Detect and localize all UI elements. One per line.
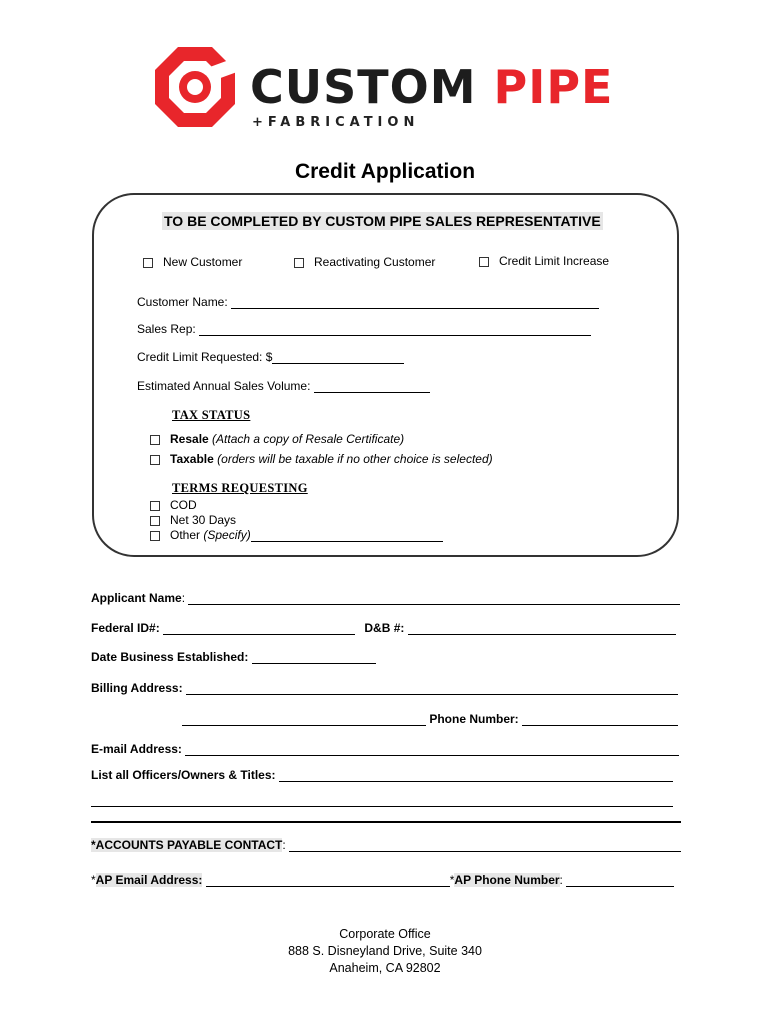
checkbox-icon[interactable]	[150, 501, 160, 511]
checkbox-icon[interactable]	[143, 258, 153, 268]
dnb-field[interactable]	[408, 623, 676, 635]
logo-subtitle: +FABRICATION	[252, 115, 420, 130]
checkbox-taxable[interactable]	[150, 452, 493, 466]
federal-id-label: Federal ID#:	[91, 621, 160, 635]
checkbox-icon[interactable]	[150, 435, 160, 445]
cod-label: COD	[170, 498, 197, 512]
other-specify-field[interactable]	[251, 530, 443, 542]
email-label: E-mail Address:	[91, 742, 182, 756]
sales-rep-heading: TO BE COMPLETED BY CUSTOM PIPE SALES REPRESENTATIVE	[164, 213, 601, 229]
checkbox-icon[interactable]	[150, 531, 160, 541]
phone-number-field[interactable]	[522, 714, 678, 726]
ap-email-label: AP Email Address:	[95, 873, 203, 887]
checkbox-icon[interactable]	[479, 257, 489, 267]
logo-text-pipe: PIPE	[493, 60, 614, 114]
billing-address-line2-field[interactable]	[182, 714, 426, 726]
officers-field-line2[interactable]	[91, 795, 673, 807]
footer-street: 888 S. Disneyland Drive, Suite 340	[288, 944, 482, 958]
terms-heading: TERMS REQUESTING	[172, 481, 308, 495]
phone-number-label: Phone Number:	[429, 712, 519, 726]
footer-city: Anaheim, CA 92802	[329, 961, 441, 975]
tax-status-heading: TAX STATUS	[172, 408, 251, 422]
checkbox-cod[interactable]	[150, 498, 197, 512]
taxable-label: Taxable	[170, 452, 214, 466]
footer-address	[0, 926, 770, 977]
ap-email-field[interactable]	[206, 875, 450, 887]
ap-email-asterisk: *	[91, 873, 96, 887]
date-established-label: Date Business Established:	[91, 650, 249, 664]
new-customer-label: New Customer	[163, 255, 243, 269]
logo-text-custom: CUSTOM	[250, 60, 477, 114]
section-divider	[91, 821, 681, 823]
credit-limit-field[interactable]	[272, 352, 404, 364]
other-label: Other	[170, 528, 201, 542]
applicant-name-label: Applicant Name	[91, 591, 182, 605]
page-title: Credit Application	[294, 160, 476, 183]
ap-phone-asterisk: *	[449, 873, 455, 887]
checkbox-reactivating-customer[interactable]	[294, 255, 435, 269]
checkbox-icon[interactable]	[294, 258, 304, 268]
sales-rep-label: Sales Rep:	[137, 322, 196, 336]
ap-contact-field[interactable]	[289, 840, 681, 852]
annual-sales-label: Estimated Annual Sales Volume:	[137, 379, 311, 393]
dnb-label: D&B #:	[364, 621, 405, 635]
octagon-logo-icon	[153, 45, 237, 129]
checkbox-icon[interactable]	[150, 455, 160, 465]
other-note: (Specify)	[203, 528, 251, 542]
credit-limit-label: Credit Limit Requested: $	[137, 350, 273, 364]
checkbox-resale[interactable]	[150, 432, 404, 446]
officers-label: List all Officers/Owners & Titles:	[91, 768, 276, 782]
federal-id-field[interactable]	[163, 623, 355, 635]
ap-phone-field[interactable]	[566, 875, 674, 887]
billing-address-label: Billing Address:	[91, 681, 183, 695]
officers-field[interactable]	[279, 770, 673, 782]
checkbox-credit-limit-increase[interactable]	[479, 254, 609, 268]
footer-office: Corporate Office	[339, 927, 431, 941]
checkbox-new-customer[interactable]	[143, 255, 242, 269]
resale-note: (Attach a copy of Resale Certificate)	[212, 432, 405, 446]
resale-label: Resale	[170, 432, 209, 446]
customer-name-field[interactable]	[231, 297, 599, 309]
date-established-field[interactable]	[252, 652, 376, 664]
ap-phone-label: AP Phone Number	[454, 873, 560, 887]
credit-limit-increase-label: Credit Limit Increase	[499, 254, 610, 268]
checkbox-net30[interactable]	[150, 513, 236, 527]
billing-address-field[interactable]	[186, 683, 678, 695]
company-logo	[150, 44, 620, 134]
annual-sales-field[interactable]	[314, 381, 430, 393]
taxable-note: (orders will be taxable if no other choice is selected)	[217, 452, 493, 466]
email-field[interactable]	[185, 744, 679, 756]
customer-name-label: Customer Name:	[137, 295, 228, 309]
reactivating-customer-label: Reactivating Customer	[314, 255, 436, 269]
ap-contact-label: *ACCOUNTS PAYABLE CONTACT	[91, 838, 283, 852]
checkbox-icon[interactable]	[150, 516, 160, 526]
checkbox-other[interactable]	[150, 528, 443, 542]
net30-label: Net 30 Days	[170, 513, 237, 527]
applicant-name-field[interactable]	[188, 593, 680, 605]
sales-rep-field[interactable]	[199, 324, 591, 336]
